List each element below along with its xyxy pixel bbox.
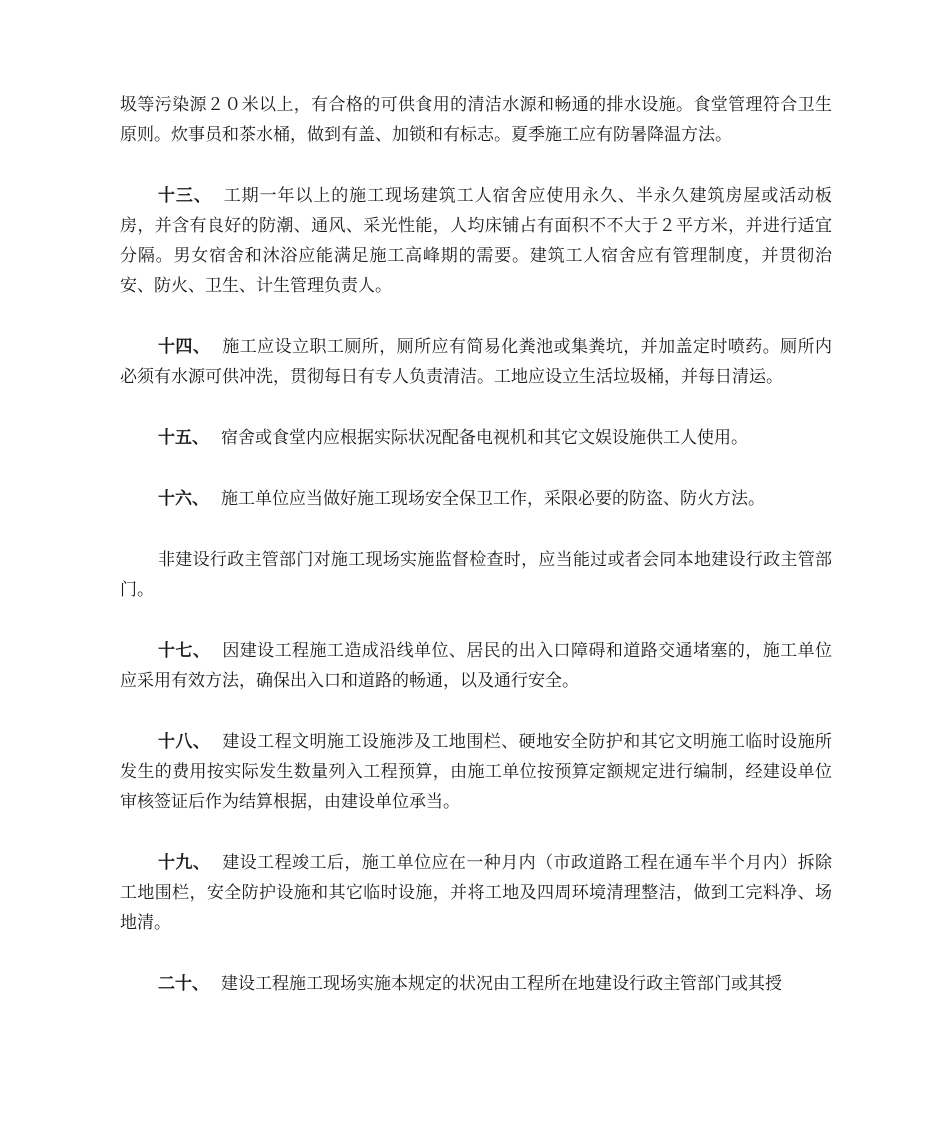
article-13 <box>120 181 832 301</box>
paragraph-text: 非建设行政主管部门对施工现场实施监督检查时，应当能过或者会同本地建设行政主管部门。 <box>120 550 832 600</box>
paragraph-text: 圾等污染源２０米以上，有合格的可供食用的清洁水源和畅通的排水设施。食堂管理符合卫生原则。炊事员和茶水桶，做到有盖、加锁和有标志。夏季施工应有防暑降温方法。 <box>120 95 832 145</box>
paragraph-text: 建设工程施工现场实施本规定的状况由工程所在地建设行政主管部门或其授 <box>221 974 782 994</box>
paragraph-text: 宿舍或食堂内应根据实际状况配备电视机和其它文娱设施供工人使用。 <box>221 428 748 448</box>
article-number: 十四、 <box>158 337 211 357</box>
paragraph-continuation <box>120 90 832 150</box>
article-number: 十七、 <box>158 641 211 661</box>
article-number: 十八、 <box>158 732 211 752</box>
paragraph-text: 施工应设立职工厕所，厕所应有简易化粪池或集粪坑，并加盖定时喷药。厕所内必须有水源可供冲洗，贯彻每日有专人负责清洁。工地应设立生活垃圾桶，并每日清运。 <box>120 337 833 387</box>
article-number: 十九、 <box>158 853 211 873</box>
paragraph-text: 因建设工程施工造成沿线单位、居民的出入口障碍和道路交通堵塞的，施工单位应采用有效方法，确保出入口和道路的畅通，以及通行安全。 <box>120 641 833 691</box>
paragraph-text: 工期一年以上的施工现场建筑工人宿舍应使用永久、半永久建筑房屋或活动板房，并含有良好的防潮、通风、采光性能，人均床铺占有面积不不大于２平方米，并进行适宜分隔。男女宿舍和沐浴应能满足施工高峰期的需要。建筑工人宿舍应有管理制度，并贯彻治安、防火、卫生、计生管理负责人。 <box>120 186 832 296</box>
paragraph-text: 建设工程文明施工设施涉及工地围栏、硬地安全防护和其它文明施工临时设施所发生的费用按实际发生数量列入工程预算，由施工单位按预算定额规定进行编制，经建设单位审核签证后作为结算根据，由建设单位承当。 <box>120 732 833 812</box>
paragraph-text: 建设工程竣工后，施工单位应在一种月内（市政道路工程在通车半个月内）拆除工地围栏，安全防护设施和其它临时设施，并将工地及四周环境清理整洁，做到工完料净、场地清。 <box>120 853 833 933</box>
paragraph-text: 施工单位应当做好施工现场安全保卫工作，采限必要的防盗、防火方法。 <box>221 489 765 509</box>
article-14 <box>120 332 832 392</box>
article-number: 十五、 <box>158 428 209 448</box>
article-18 <box>120 727 832 817</box>
article-number: 十三、 <box>158 186 212 206</box>
article-16 <box>120 484 832 514</box>
article-number: 十六、 <box>158 489 209 509</box>
document-page <box>120 90 832 999</box>
article-number: 二十、 <box>158 974 209 994</box>
article-17 <box>120 636 832 696</box>
article-20 <box>120 969 832 999</box>
article-19 <box>120 848 832 938</box>
note-paragraph <box>120 545 832 605</box>
article-15 <box>120 423 832 453</box>
